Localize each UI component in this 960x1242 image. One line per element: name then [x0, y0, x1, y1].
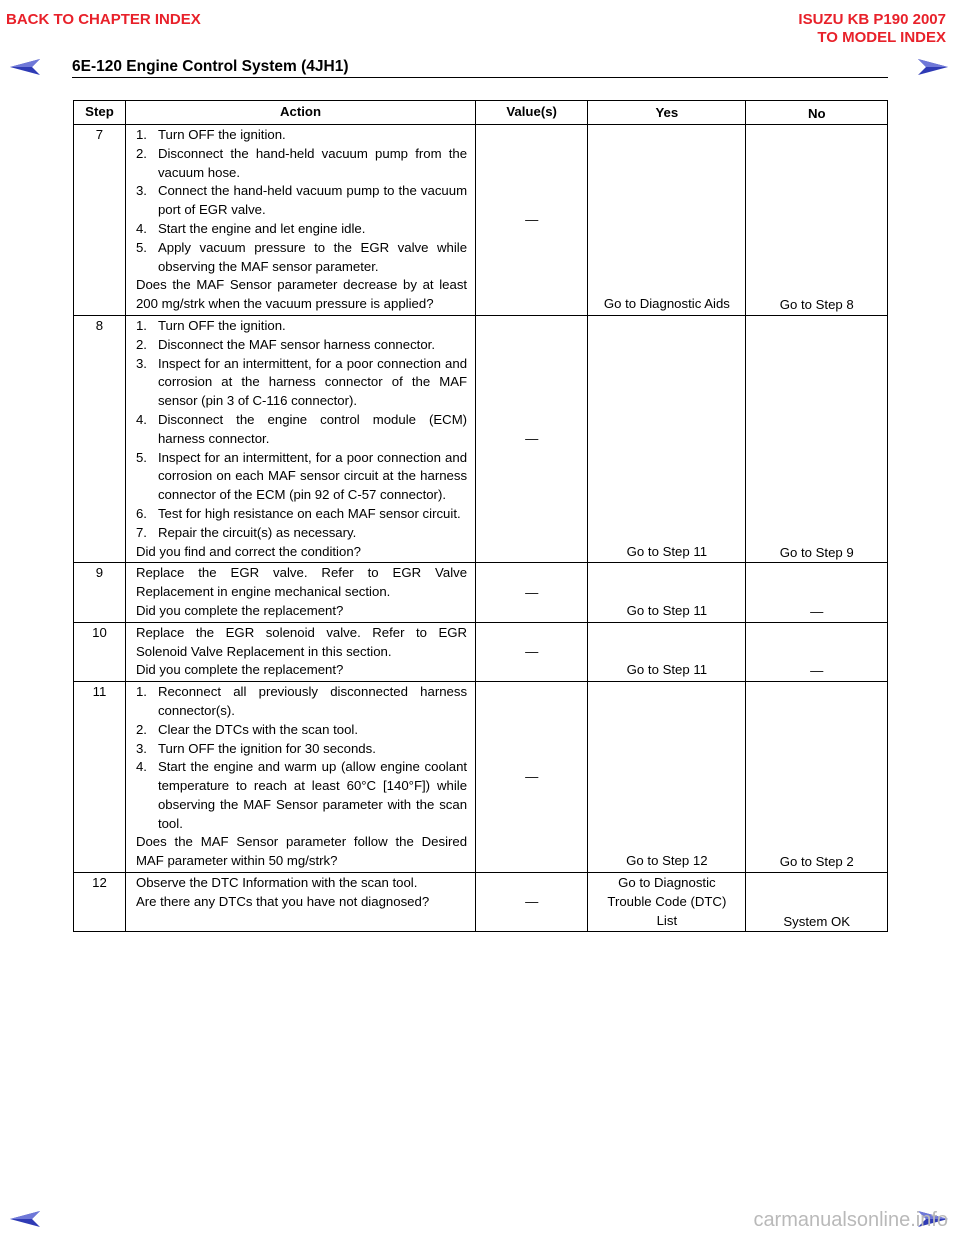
- action-step-text: Turn OFF the ignition.: [157, 317, 286, 333]
- previous-page-arrow-icon[interactable]: [8, 56, 42, 78]
- value-cell: —: [476, 873, 588, 932]
- action-step-item: [136, 758, 467, 833]
- action-step-number: 2.: [135, 145, 147, 161]
- action-cell: [125, 622, 475, 681]
- yes-result: Go to Step 11: [588, 563, 746, 622]
- action-step-item: [136, 411, 467, 449]
- action-step-text: Clear the DTCs with the scan tool.: [157, 721, 359, 737]
- action-question: Does the MAF Sensor parameter decrease by at least 200 mg/strk when the vacuum pressure is applied?: [135, 277, 468, 312]
- table-row: [74, 563, 888, 622]
- action-cell: [125, 682, 475, 873]
- action-step-text: Start the engine and let engine idle.: [157, 220, 366, 236]
- action-step-text: Disconnect the hand-held vacuum pump from the vacuum hose.: [157, 145, 468, 180]
- action-step-number: 3.: [135, 183, 147, 199]
- value-cell: —: [476, 315, 588, 562]
- no-result: Go to Step 2: [746, 682, 888, 873]
- table-row: [74, 315, 888, 562]
- table-row: [74, 873, 888, 932]
- table-row: [74, 682, 888, 873]
- action-step-number: 6.: [135, 505, 147, 521]
- action-step-item: [136, 355, 467, 411]
- action-step-item: [136, 145, 467, 183]
- action-step-text: Start the engine and warm up (allow engine coolant temperature to reach at least 60°C [140°F]) while observing the MAF Sensor parameter with the scan tool.: [157, 759, 468, 831]
- action-step-text: Reconnect all previously disconnected harness connector(s).: [157, 684, 468, 718]
- header-divider: [72, 77, 888, 78]
- yes-result: Go to Step 11: [588, 315, 746, 562]
- back-to-chapter-index-link[interactable]: BACK TO CHAPTER INDEX: [6, 11, 201, 28]
- action-step-text: Disconnect the engine control module (ECM) harness connector.: [157, 411, 468, 446]
- value-cell: —: [476, 682, 588, 873]
- action-step-item: [136, 524, 467, 543]
- watermark: carmanualsonline.info: [753, 1209, 948, 1231]
- action-step-number: 1.: [135, 684, 147, 700]
- action-question: Replace the EGR solenoid valve. Refer to EGR Solenoid Valve Replacement in this section.: [135, 624, 468, 659]
- action-question-secondary: Did you complete the replacement?: [135, 602, 344, 618]
- previous-page-arrow-icon-bottom[interactable]: [8, 1208, 42, 1230]
- action-step-number: 7.: [135, 524, 147, 540]
- action-step-number: 1.: [135, 317, 147, 333]
- action-step-number: 5.: [135, 449, 147, 465]
- table-row: [74, 125, 888, 316]
- to-model-index-link[interactable]: TO MODEL INDEX: [817, 29, 946, 46]
- action-step-number: 4.: [135, 411, 147, 427]
- action-step-text: Disconnect the MAF sensor harness connector.: [157, 336, 436, 352]
- action-step-number: 3.: [135, 355, 147, 371]
- action-question-secondary: Did you complete the replacement?: [135, 662, 344, 678]
- action-step-text: Turn OFF the ignition.: [157, 127, 286, 142]
- action-step-item: [136, 182, 467, 220]
- action-cell: [125, 315, 475, 562]
- value-cell: —: [476, 622, 588, 681]
- model-title-link[interactable]: ISUZU KB P190 2007: [798, 11, 946, 28]
- action-step-text: Connect the hand-held vacuum pump to the vacuum port of EGR valve.: [157, 183, 468, 218]
- action-step-number: 4.: [135, 220, 147, 236]
- action-step-item: [136, 449, 467, 505]
- column-header-no: No: [746, 101, 888, 125]
- action-step-number: 2.: [135, 721, 147, 737]
- action-step-item: [136, 683, 467, 721]
- action-step-item: [136, 220, 467, 239]
- action-step-text: Inspect for an intermittent, for a poor connection and corrosion at the harness connector of the MAF sensor (pin 3 of C-116 connector).: [157, 355, 468, 409]
- step-number: 7: [74, 125, 126, 316]
- step-number: 8: [74, 315, 126, 562]
- action-step-item: [136, 336, 467, 355]
- action-question-secondary: Are there any DTCs that you have not diagnosed?: [135, 893, 430, 909]
- action-step-item: [136, 317, 467, 336]
- yes-result: Go to Diagnostic Aids: [588, 125, 746, 316]
- action-step-item: [136, 721, 467, 740]
- column-header-yes: Yes: [588, 101, 746, 125]
- action-step-text: Repair the circuit(s) as necessary.: [157, 524, 357, 540]
- action-question: Did you find and correct the condition?: [135, 543, 361, 559]
- action-cell: [125, 873, 475, 932]
- table-header-row: [74, 101, 888, 125]
- action-step-text: Apply vacuum pressure to the EGR valve while observing the MAF sensor parameter.: [157, 239, 468, 274]
- step-number: 12: [74, 873, 126, 932]
- action-step-item: [136, 740, 467, 759]
- action-step-item: [136, 505, 467, 524]
- yes-result: Go to Step 12: [588, 682, 746, 873]
- action-question: Observe the DTC Information with the scan tool.: [135, 875, 418, 891]
- action-step-text: Test for high resistance on each MAF sensor circuit.: [157, 505, 461, 521]
- page-title: 6E-120 Engine Control System (4JH1): [72, 58, 349, 75]
- action-cell: [125, 563, 475, 622]
- action-question: Replace the EGR valve. Refer to EGR Valve Replacement in engine mechanical section.: [135, 565, 468, 600]
- no-result: —: [746, 622, 888, 681]
- action-step-text: Inspect for an intermittent, for a poor connection and corrosion on each MAF sensor circuit at the harness connector of the ECM (pin 92 of C-57 connector).: [157, 449, 468, 503]
- step-number: 10: [74, 622, 126, 681]
- step-number: 9: [74, 563, 126, 622]
- step-number: 11: [74, 682, 126, 873]
- action-step-number: 4.: [135, 759, 147, 775]
- action-step-number: 1.: [135, 127, 147, 142]
- yes-result: Go to Diagnostic Trouble Code (DTC) List: [588, 873, 746, 932]
- action-step-text: Turn OFF the ignition for 30 seconds.: [157, 740, 376, 756]
- action-step-number: 3.: [135, 740, 147, 756]
- action-step-number: 5.: [135, 239, 147, 255]
- action-step-item: [136, 239, 467, 277]
- action-question: Does the MAF Sensor parameter follow the Desired MAF parameter within 50 mg/strk?: [135, 834, 468, 869]
- value-cell: —: [476, 563, 588, 622]
- diagnostic-table: [73, 100, 888, 932]
- action-step-item: [136, 126, 467, 145]
- column-header-action: Action: [125, 101, 475, 125]
- no-result: System OK: [746, 873, 888, 932]
- column-header-step: Step: [74, 101, 126, 125]
- value-cell: —: [476, 125, 588, 316]
- action-step-number: 2.: [135, 336, 147, 352]
- no-result: —: [746, 563, 888, 622]
- next-page-arrow-icon[interactable]: [916, 56, 950, 78]
- no-result: Go to Step 8: [746, 125, 888, 316]
- table-row: [74, 622, 888, 681]
- yes-result: Go to Step 11: [588, 622, 746, 681]
- column-header-values: Value(s): [476, 101, 588, 125]
- no-result: Go to Step 9: [746, 315, 888, 562]
- action-cell: [125, 125, 475, 316]
